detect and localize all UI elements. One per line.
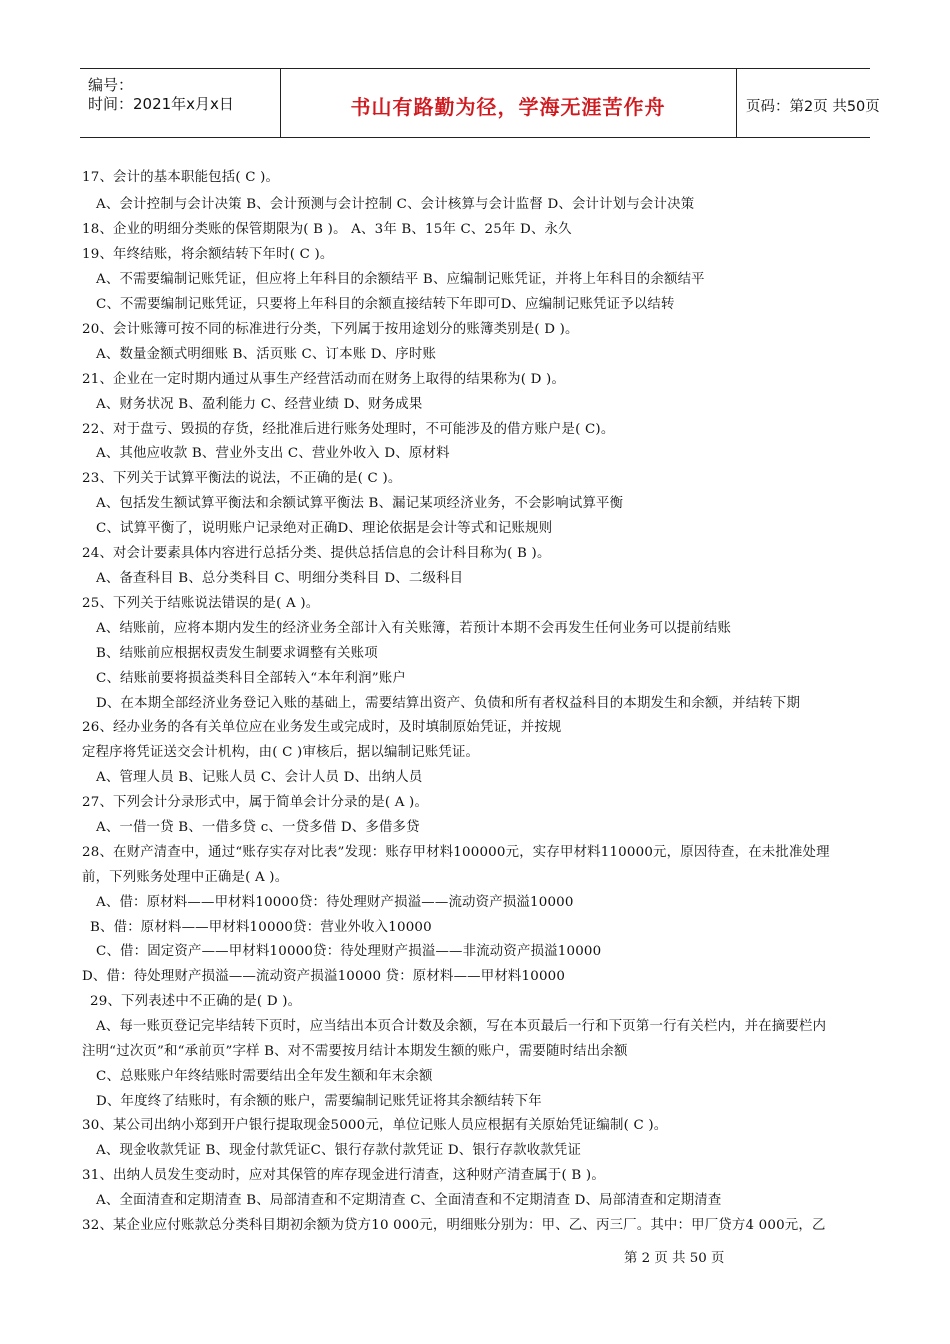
option-line: A、全面清查和定期清查 B、局部清查和不定期清查 C、全面清查和不定期清查 D、局部清查和定期清查 bbox=[96, 1193, 722, 1208]
option-line: A、每一账页登记完毕结转下页时，应当结出本页合计数及余额，写在本页最后一行和下页第一行有关栏内，并在摘要栏内 bbox=[96, 1019, 827, 1034]
option-line: B、借：原材料——甲材料10000贷：营业外收入10000 bbox=[90, 920, 432, 935]
question-line: 17、会计的基本职能包括( C )。 bbox=[82, 170, 280, 185]
option-line: A、一借一贷 B、一借多贷 c、一贷多借 D、多借多贷 bbox=[96, 820, 420, 835]
option-line: C、借：固定资产——甲材料10000贷：待处理财产损溢——非流动资产损溢10000 bbox=[96, 944, 602, 959]
question-line: 32、某企业应付账款总分类科目期初余额为贷方10 000元，明细账分别为：甲、乙、丙三厂。其中：甲厂贷方4 000元，乙 bbox=[82, 1218, 826, 1233]
question-line: 19、年终结账，将余额结转下年时( C )。 bbox=[82, 247, 334, 262]
option-line: A、借：原材料——甲材料10000贷：待处理财产损溢——流动资产损溢10000 bbox=[96, 895, 574, 910]
question-line: 定程序将凭证送交会计机构，由( C )审核后，据以编制记账凭证。 bbox=[82, 745, 480, 760]
option-line: C、试算平衡了，说明账户记录绝对正确D、理论依据是会计等式和记账规则 bbox=[96, 521, 553, 536]
question-line: 26、经办业务的各有关单位应在业务发生或完成时，及时填制原始凭证，并按规 bbox=[82, 720, 562, 735]
header-motto: 书山有路勤为径，学海无涯苦作舟 bbox=[350, 95, 666, 119]
question-line: 23、下列关于试算平衡法的说法，不正确的是( C )。 bbox=[82, 471, 402, 486]
option-line: A、不需要编制记账凭证，但应将上年科目的余额结平 B、应编制记账凭证，并将上年科目的余额结平 bbox=[96, 272, 705, 287]
option-line: A、财务状况 B、盈利能力 C、经营业绩 D、财务成果 bbox=[96, 397, 423, 412]
document-number-label: 编号： bbox=[88, 76, 134, 94]
option-line: A、备查科目 B、总分类科目 C、明细分类科目 D、二级科目 bbox=[96, 571, 464, 586]
option-line: D、在本期全部经济业务登记入账的基础上，需要结算出资产、负债和所有者权益科目的本期发生和余额，并结转下期 bbox=[96, 696, 801, 711]
option-line: D、借：待处理财产损溢——流动资产损溢10000 贷：原材料——甲材料10000 bbox=[82, 969, 566, 984]
question-line: 31、出纳人员发生变动时，应对其保管的库存现金进行清查，这种财产清查属于( B )。 bbox=[82, 1168, 605, 1183]
question-line: 21、企业在一定时期内通过从事生产经营活动而在财务上取得的结果称为( D )。 bbox=[82, 372, 566, 387]
option-line: A、会计控制与会计决策 B、会计预测与会计控制 C、会计核算与会计监督 D、会计计划与会计决策 bbox=[96, 197, 695, 212]
option-line: A、管理人员 B、记账人员 C、会计人员 D、出纳人员 bbox=[96, 770, 423, 785]
option-line: B、结账前应根据权责发生制要求调整有关账项 bbox=[96, 646, 378, 661]
option-line: C、不需要编制记账凭证，只要将上年科目的余额直接结转下年即可D、应编制记账凭证予以结转 bbox=[96, 297, 675, 312]
question-line: 22、对于盘亏、毁损的存货，经批准后进行账务处理时，不可能涉及的借方账户是( C)。 bbox=[82, 422, 615, 437]
question-line: 24、对会计要素具体内容进行总括分类、提供总括信息的会计科目称为( B )。 bbox=[82, 546, 551, 561]
option-line: 注明“过次页”和“承前页”字样 B、对不需要按月结计本期发生额的账户，需要随时结出余额 bbox=[82, 1044, 628, 1059]
option-line: A、数量金额式明细账 B、活页账 C、订本账 D、序时账 bbox=[96, 347, 437, 362]
option-line: A、其他应收款 B、营业外支出 C、营业外收入 D、原材料 bbox=[96, 446, 450, 461]
question-line: 28、在财产清查中，通过“账存实存对比表”发现：账存甲材料100000元，实存甲材料110000元，原因待查，在未批准处理 bbox=[82, 845, 830, 860]
question-line: 29、下列表述中不正确的是( D )。 bbox=[90, 994, 302, 1009]
document-date: 时间：2021年x月x日 bbox=[88, 95, 234, 113]
question-line: 25、下列关于结账说法错误的是( A )。 bbox=[82, 596, 320, 611]
option-line: A、结账前，应将本期内发生的经济业务全部计入有关账簿，若预计本期不会再发生任何业务可以提前结账 bbox=[96, 621, 732, 636]
question-line: 前，下列账务处理中正确是( A )。 bbox=[82, 870, 289, 885]
option-line: C、总账账户年终结账时需要结出全年发生额和年末余额 bbox=[96, 1069, 433, 1084]
option-line: D、年度终了结账时，有余额的账户，需要编制记账凭证将其余额结转下年 bbox=[96, 1094, 542, 1109]
header-page-info: 页码：第2页 共50页 bbox=[746, 99, 880, 115]
option-line: A、现金收款凭证 B、现金付款凭证C、银行存款付款凭证 D、银行存款收款凭证 bbox=[96, 1143, 582, 1158]
question-line: 30、某公司出纳小郑到开户银行提取现金5000元，单位记账人员应根据有关原始凭证编制( C )。 bbox=[82, 1118, 668, 1133]
question-line: 18、企业的明细分类账的保管期限为( B )。 A、3年 B、15年 C、25年 D、永久 bbox=[82, 222, 572, 237]
page-footer: 第 2 页 共 50 页 bbox=[624, 1251, 725, 1266]
option-line: A、包括发生额试算平衡法和余额试算平衡法 B、漏记某项经济业务，不会影响试算平衡 bbox=[96, 496, 624, 511]
option-line: C、结账前要将损益类科目全部转入“本年利润”账户 bbox=[96, 671, 406, 686]
question-line: 27、下列会计分录形式中，属于简单会计分录的是( A )。 bbox=[82, 795, 429, 810]
question-line: 20、会计账簿可按不同的标准进行分类，下列属于按用途划分的账簿类别是( D )。 bbox=[82, 322, 579, 337]
